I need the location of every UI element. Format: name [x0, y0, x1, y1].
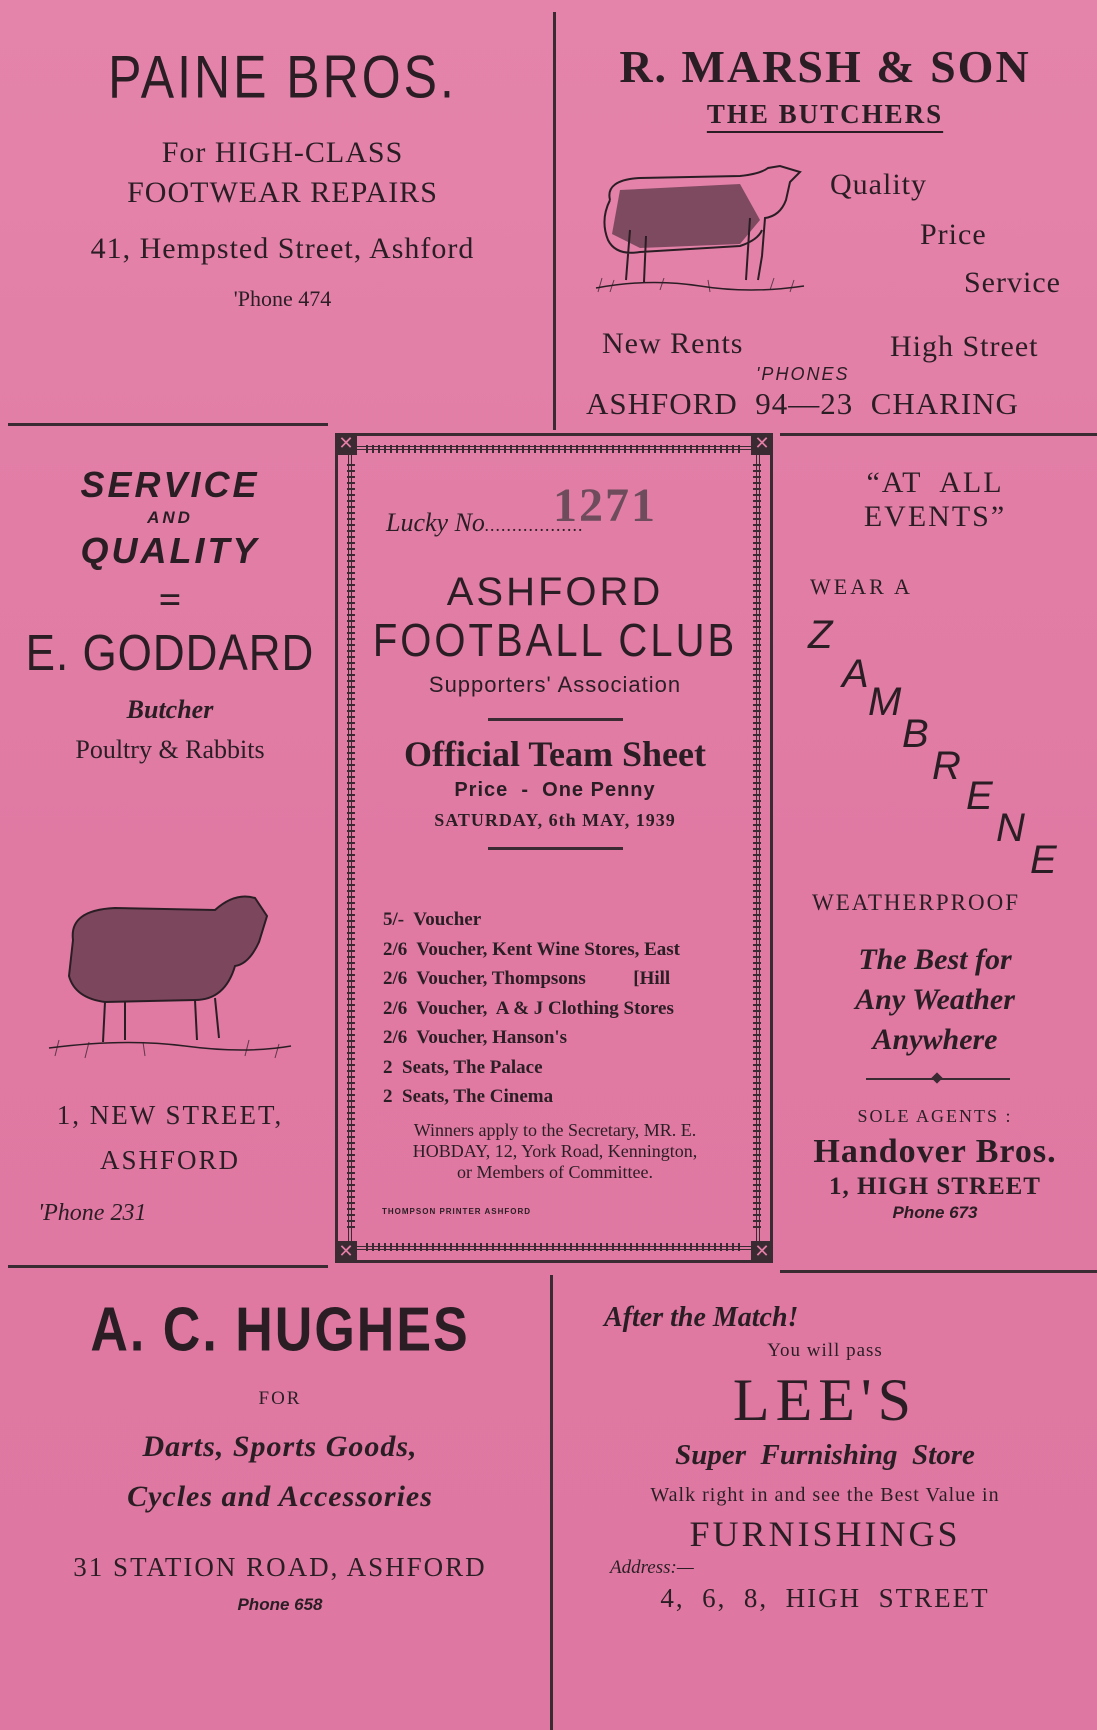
goddard-trade: Butcher	[126, 695, 214, 724]
corner-ornament-icon: ✕	[751, 1241, 773, 1263]
paine-line1: For HIGH-CLASS	[161, 136, 404, 169]
paine-title: PAINE BROS.	[108, 43, 457, 111]
goddard-advert	[20, 464, 320, 765]
marsh-phones-label: 'PHONES	[756, 364, 850, 384]
zambrene-weatherproof: WEATHERPROOF	[812, 890, 1021, 915]
club-name-line2: FOOTBALL CLUB	[372, 615, 738, 667]
divider-bottom-vertical	[550, 1275, 553, 1730]
goddard-address	[20, 1100, 320, 1176]
marsh-bottom-line: ASHFORD 94—23 CHARING	[586, 386, 1019, 421]
voucher-item: 2/6 Voucher, Kent Wine Stores, East	[383, 938, 681, 960]
paine-bros-advert	[20, 43, 545, 312]
paine-line2: FOOTWEAR REPAIRS	[127, 176, 438, 209]
corner-ornament-icon: ✕	[335, 433, 357, 455]
voucher-item: 2 Seats, The Palace	[383, 1056, 543, 1078]
bottom-border-pattern	[366, 1243, 742, 1251]
marsh-right-location: High Street	[890, 330, 1039, 363]
diamond-ornament-icon	[931, 1072, 942, 1083]
lees-after: After the Match!	[604, 1302, 799, 1333]
divider-left-lower	[8, 1265, 328, 1268]
agent-name: Handover Bros.	[813, 1133, 1057, 1170]
hughes-phone: Phone 658	[237, 1595, 323, 1614]
zambrene-slogan2: Any Weather	[855, 983, 1015, 1016]
zambrene-letter: A	[842, 652, 869, 696]
goddard-phone: 'Phone 231	[38, 1200, 147, 1226]
goddard-goods: Poultry & Rabbits	[75, 735, 265, 764]
agent-phone: Phone 673	[892, 1203, 978, 1222]
voucher-item: 2/6 Voucher, Thompsons [Hill	[383, 968, 671, 989]
zambrene-letter: E	[1030, 838, 1057, 882]
goddard-and: AND	[147, 508, 193, 527]
hughes-for: FOR	[258, 1388, 302, 1409]
voucher-item: 2/6 Voucher, A & J Clothing Stores	[383, 997, 674, 1019]
winners-note	[355, 1120, 755, 1183]
paine-phone: 'Phone 474	[233, 286, 332, 311]
lees-address: 4, 6, 8, HIGH STREET	[660, 1583, 990, 1613]
zambrene-quote2: EVENTS”	[863, 500, 1007, 533]
zambrene-quote1: “AT ALL	[866, 466, 1004, 499]
price-line: Price - One Penny	[454, 779, 656, 801]
corner-ornament-icon: ✕	[751, 433, 773, 455]
voucher-item: 2 Seats, The Cinema	[383, 1086, 554, 1107]
winners-line3: or Members of Committee.	[457, 1162, 653, 1182]
marsh-left-location: New Rents	[602, 327, 744, 360]
lees-pass: You will pass	[767, 1340, 883, 1361]
marsh-service: Service	[964, 266, 1061, 299]
goddard-address1: 1, NEW STREET,	[56, 1100, 284, 1130]
winners-line1: Winners apply to the Secretary, MR. E.	[413, 1120, 697, 1140]
voucher-item: 5/- Voucher	[383, 909, 482, 930]
sheep-illustration	[45, 880, 295, 1070]
lees-walk: Walk right in and see the Best Value in	[650, 1484, 1000, 1506]
goddard-service: SERVICE	[80, 464, 260, 505]
goddard-name: E. GODDARD	[25, 625, 315, 682]
marsh-advert	[565, 40, 1085, 130]
divider-right-lower	[780, 1270, 1097, 1273]
zambrene-letter: E	[966, 774, 993, 818]
top-border-pattern	[366, 445, 742, 453]
lees-address-label: Address:—	[610, 1557, 694, 1578]
corner-ornament-icon: ✕	[335, 1241, 357, 1263]
marsh-title: R. MARSH & SON	[619, 41, 1031, 92]
goddard-address2: ASHFORD	[99, 1145, 241, 1175]
lees-advert	[560, 1302, 1090, 1614]
sole-agents-label: SOLE AGENTS :	[857, 1106, 1013, 1126]
printer-credit: THOMPSON PRINTER ASHFORD	[382, 1207, 532, 1216]
hughes-line2: Cycles and Accessories	[127, 1480, 433, 1513]
lees-furnishings: FURNISHINGS	[689, 1514, 961, 1554]
zambrene-letter: N	[996, 806, 1025, 850]
lees-name: LEE'S	[732, 1367, 918, 1433]
hughes-address: 31 STATION ROAD, ASHFORD	[73, 1552, 487, 1582]
paine-address: 41, Hempsted Street, Ashford	[90, 232, 475, 265]
zambrene-letter: B	[902, 712, 929, 756]
zambrene-slogan	[790, 940, 1080, 1060]
marsh-subtitle: THE BUTCHERS	[706, 99, 944, 129]
zambrene-wear: WEAR A	[810, 574, 913, 599]
lucky-number: 1271	[553, 479, 657, 532]
official-team-sheet: Official Team Sheet	[404, 734, 706, 774]
match-date: SATURDAY, 6th MAY, 1939	[434, 810, 676, 830]
divider-left-upper	[8, 423, 328, 426]
hughes-title: A. C. HUGHES	[90, 1295, 470, 1365]
lucky-dots: ..................	[484, 515, 584, 535]
zambrene-letter: R	[932, 744, 961, 788]
winners-line2: HOBDAY, 12, York Road, Kennington,	[412, 1141, 698, 1161]
supporters-association: Supporters' Association	[428, 672, 682, 697]
marsh-quality: Quality	[830, 168, 927, 201]
divider-right-upper	[780, 433, 1097, 436]
zambrene-letter: Z	[808, 613, 833, 657]
zambrene-letter: M	[868, 680, 902, 724]
agent-address: 1, HIGH STREET	[829, 1173, 1041, 1200]
zambrene-slogan3: Anywhere	[872, 1023, 998, 1056]
lucky-label: Lucky No	[386, 508, 485, 537]
hughes-line1: Darts, Sports Goods,	[142, 1430, 418, 1463]
date-separator	[488, 847, 623, 850]
heading-separator	[488, 718, 623, 721]
club-name-line1: ASHFORD	[446, 570, 664, 614]
voucher-item: 2/6 Voucher, Hanson's	[383, 1027, 568, 1048]
goddard-equals: =	[158, 577, 182, 622]
marsh-price: Price	[920, 218, 987, 251]
bull-illustration	[590, 160, 810, 300]
zambrene-quote	[790, 466, 1080, 534]
zambrene-agents	[790, 1106, 1080, 1223]
lees-store: Super Furnishing Store	[675, 1439, 975, 1471]
divider-top-vertical	[553, 12, 556, 430]
goddard-quality: QUALITY	[80, 530, 260, 571]
zambrene-slogan1: The Best for	[858, 943, 1012, 976]
voucher-list	[383, 905, 680, 1112]
hughes-advert	[20, 1295, 540, 1615]
team-sheet-heading	[350, 570, 760, 850]
